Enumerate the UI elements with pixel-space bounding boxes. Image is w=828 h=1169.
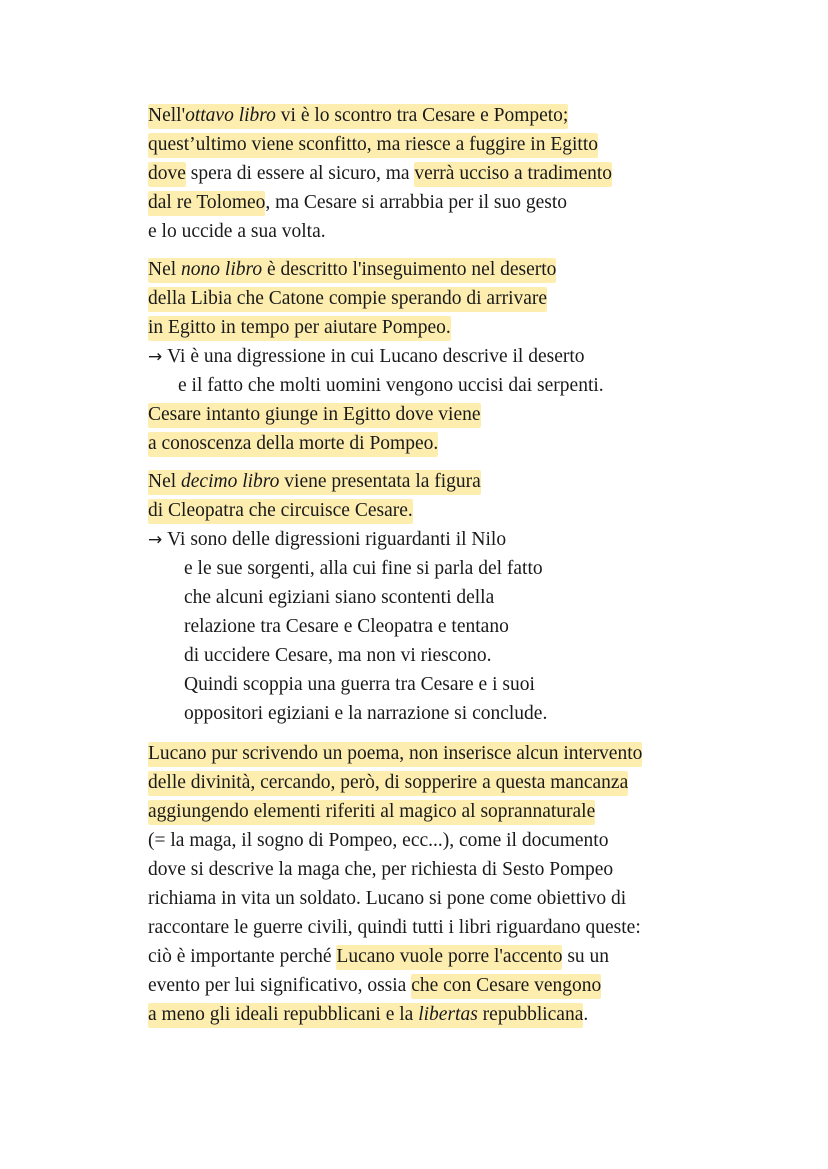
p4-line-3 (148, 797, 595, 826)
p3-line-1 (148, 467, 481, 496)
highlight: verrà ucciso a tradimento (414, 162, 612, 187)
p2-line-3 (148, 313, 451, 342)
p2-arrow-line-2: e il fatto che molti uomini vengono uccisi dai serpenti. (178, 375, 604, 396)
p4-line-4: (= la maga, il sogno di Pompeo, ecc...), come il documento (148, 830, 609, 851)
highlight: di Cleopatra che circuisce Cesare. (148, 499, 413, 524)
p3-arrow-line-7: oppositori egiziani e la narrazione si conclude. (184, 703, 548, 724)
p4-line-2 (148, 768, 628, 797)
p1-line-1 (148, 101, 568, 130)
highlight: Lucano pur scrivendo un poema, non inserisce alcun intervento (148, 742, 642, 767)
p4-line-1 (148, 739, 642, 768)
arrow-right-icon: → (148, 530, 163, 550)
p4-line-7: raccontare le guerre civili, quindi tutti i libri riguardano queste: (148, 917, 641, 938)
highlight: Lucano vuole porre l'accento (336, 945, 562, 970)
p3-arrow-line-6: Quindi scoppia una guerra tra Cesare e i suoi (184, 674, 535, 695)
p2-line-1 (148, 255, 556, 284)
highlight: Cesare intanto giunge in Egitto dove viene (148, 403, 481, 428)
p2-arrow-line-1: → Vi è una digressione in cui Lucano descrive il deserto (148, 346, 585, 367)
highlight: delle divinità, cercando, però, di sopperire a questa mancanza (148, 771, 628, 796)
highlight: dal re Tolomeo (148, 191, 265, 216)
p4-line-6: richiama in vita un soldato. Lucano si pone come obiettivo di (148, 888, 627, 909)
p1-line-4: dal re Tolomeo, ma Cesare si arrabbia per il suo gesto (148, 188, 567, 217)
highlight: aggiungendo elementi riferiti al magico al soprannaturale (148, 800, 595, 825)
p2-end-line-1 (148, 400, 481, 429)
p4-line-10: a meno gli ideali repubblicani e la libertas repubblicana. (148, 1000, 588, 1029)
highlight: in Egitto in tempo per aiutare Pompeo. (148, 316, 451, 341)
p3-arrow-line-2: e le sue sorgenti, alla cui fine si parla del fatto (184, 558, 543, 579)
highlight: a conoscenza della morte di Pompeo. (148, 432, 438, 457)
p3-arrow-line-4: relazione tra Cesare e Cleopatra e tentano (184, 616, 509, 637)
highlight: della Libia che Catone compie sperando di arrivare (148, 287, 547, 312)
highlight: che con Cesare vengono (411, 974, 601, 999)
arrow-right-icon: → (148, 347, 163, 367)
highlight: Nel nono libro è descritto l'inseguimento nel deserto (148, 258, 556, 283)
highlight: Nell'ottavo libro vi è lo scontro tra Cesare e Pompeto; (148, 104, 568, 129)
p3-line-2 (148, 496, 413, 525)
p3-arrow-line-1: → Vi sono delle digressioni riguardanti il Nilo (148, 529, 507, 550)
highlight: a meno gli ideali repubblicani e la libertas repubblicana (148, 1003, 583, 1028)
p3-arrow-line-3: che alcuni egiziani siano scontenti della (184, 587, 495, 608)
p3-arrow-line-5: di uccidere Cesare, ma non vi riescono. (184, 645, 492, 666)
p2-line-2 (148, 284, 547, 313)
p4-line-8: ciò è importante perché Lucano vuole porre l'accento su un (148, 942, 609, 971)
p1-line-2 (148, 130, 598, 159)
p1-line-5: e lo uccide a sua volta. (148, 221, 326, 242)
highlight: dove (148, 162, 186, 187)
highlight: Nel decimo libro viene presentata la figura (148, 470, 481, 495)
highlight: quest’ultimo viene sconfitto, ma riesce a fuggire in Egitto (148, 133, 598, 158)
p4-line-5: dove si descrive la maga che, per richiesta di Sesto Pompeo (148, 859, 614, 880)
p2-end-line-2 (148, 429, 438, 458)
p4-line-9: evento per lui significativo, ossia che con Cesare vengono (148, 971, 601, 1000)
p1-line-3: dove spera di essere al sicuro, ma verrà ucciso a tradimento (148, 159, 612, 188)
